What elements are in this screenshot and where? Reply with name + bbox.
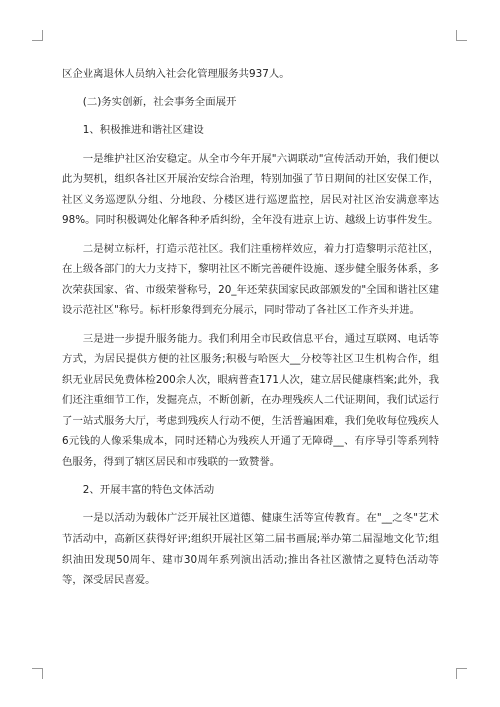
section-heading: (二)务实创新，社会事务全面展开 xyxy=(82,96,237,109)
paragraph-continuation: 区企业离退休人员纳入社会化管理服务共937人。 xyxy=(62,68,290,80)
crop-mark-top-right xyxy=(456,30,467,41)
subsection-heading: 1、积极推进和谐社区建设 xyxy=(82,124,204,137)
crop-mark-bottom-right xyxy=(456,668,467,679)
paragraph-service-capacity: 三是进一步提升服务能力。我们利用全市民政信息平台，通过互联网、电话等方式，为居民提供方便的社区服务;积极与哈医大__分校等社区卫生机构合作，组织无业居民免费体检200余人次，眼病普查171人次，建立居民健康档案;此外，我们还注重细节工作，发掘亮点，不断创新，在办理残疾人二代证期间，我们试运行了一站式服务大厅，考虑到残疾人行动不便，生活普遍困难，我们免收每位残疾人6元钱的人像采集成本，同时还精心为残疾人开通了无障碍__、有序导引等系列特色服务，得到了辖区居民和市残联的一致赞誉。 xyxy=(62,332,439,469)
paragraph-cultural-activities: 一是以活动为载体广泛开展社区道德、健康生活等宣传教育。在"__之冬"艺术节活动中，高新区获得好评;组织开展社区第二届书画展;举办第二届湿地文化节;组织油田发现50周年、建市30周年系列演出活动;推出各社区激情之夏特色活动等等，深受居民喜爱。 xyxy=(62,512,439,587)
crop-mark-top-left xyxy=(32,30,43,41)
paragraph-security: 一是维护社区治安稳定。从全市今年开展"六调联动"宣传活动开始，我们便以此为契机，组织各社区开展治安综合治理，特别加强了节日期间的社区安保工作，社区义务巡逻队分组、分地段、分楼区进行巡逻监控，居民对社区治安满意率达98%。同时积极调处化解各种矛盾纠纷，全年没有进京上访、越级上访事件发生。 xyxy=(62,152,439,227)
subsection-heading: 2、开展丰富的特色文体活动 xyxy=(82,484,215,497)
document-body xyxy=(62,64,439,598)
paragraph-model-community: 二是树立标杆，打造示范社区。我们注重榜样效应，着力打造黎明示范社区，在上级各部门的大力支持下，黎明社区不断完善硬件设施、逐步健全服务体系，多次荣获国家、省、市级荣誉称号，20_年还荣获国家民政部颁发的"全国和谐社区建设示范社区"称号。标杆形象得到充分展示，同时带动了各社区工作齐头并进。 xyxy=(62,242,439,317)
crop-mark-bottom-left xyxy=(32,668,43,679)
